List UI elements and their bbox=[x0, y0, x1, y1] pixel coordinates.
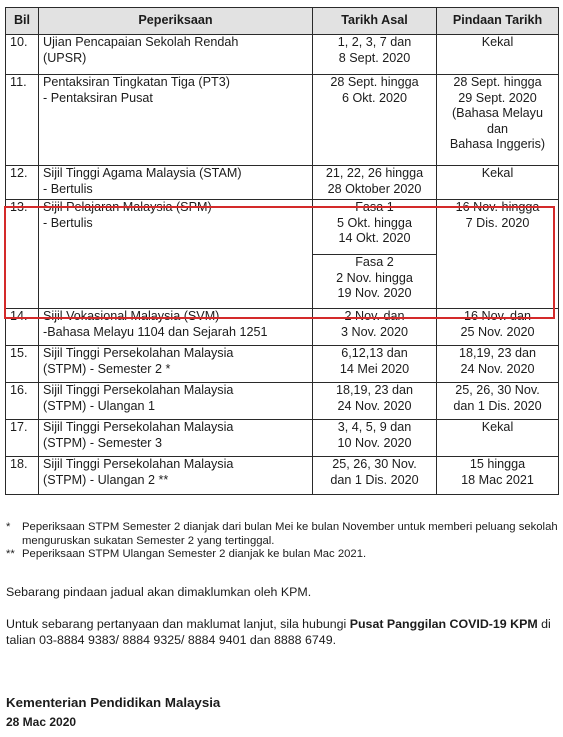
contact-paragraph: Untuk sebarang pertanyaan dan maklumat lanjut, sila hubungi Pusat Panggilan COVID-19 KPM di talian 03-8884 9383/ 8884 9325/ 8884 9401 dan 8888 6749. bbox=[6, 617, 551, 647]
table-row bbox=[6, 166, 559, 200]
table-row bbox=[6, 457, 559, 495]
original-date: 21, 22, 26 hingga 28 Oktober 2020 bbox=[313, 166, 437, 200]
row-number: 12. bbox=[6, 166, 39, 200]
footnote-mark: * bbox=[6, 521, 11, 533]
original-date-fasa-1: Fasa 1 5 Okt. hingga 14 Okt. 2020 bbox=[313, 200, 437, 255]
table-header-row bbox=[6, 8, 559, 35]
amended-date: 16 Nov. dan 25 Nov. 2020 bbox=[437, 309, 559, 346]
table-row bbox=[6, 75, 559, 166]
amended-date: 15 hingga 18 Mac 2021 bbox=[437, 457, 559, 495]
amended-date: 25, 26, 30 Nov. dan 1 Dis. 2020 bbox=[437, 383, 559, 420]
row-number: 16. bbox=[6, 383, 39, 420]
row-number: 11. bbox=[6, 75, 39, 166]
footnote-mark: ** bbox=[6, 548, 15, 561]
original-date: 3, 4, 5, 9 dan 10 Nov. 2020 bbox=[313, 420, 437, 457]
call-centre-name: Pusat Panggilan COVID-19 KPM bbox=[349, 617, 538, 631]
footnotes bbox=[6, 521, 558, 562]
exam-name: Sijil Pelajaran Malaysia (SPM) - Bertulis bbox=[39, 200, 313, 309]
footnote-text: Peperiksaan STPM Ulangan Semester 2 dianjak ke bulan Mac 2021. bbox=[22, 548, 367, 561]
row-number: 10. bbox=[6, 35, 39, 75]
exam-name: Ujian Pencapaian Sekolah Rendah (UPSR) bbox=[39, 35, 313, 75]
original-date: 28 Sept. hingga 6 Okt. 2020 bbox=[313, 75, 437, 166]
table-row bbox=[6, 346, 559, 383]
exam-name: Sijil Vokasional Malaysia (SVM) -Bahasa Melayu 1104 dan Sejarah 1251 bbox=[39, 309, 313, 346]
exam-name: Pentaksiran Tingkatan Tiga (PT3) - Pentaksiran Pusat bbox=[39, 75, 313, 166]
amended-date: Kekal bbox=[437, 35, 559, 75]
row-number: 13. bbox=[6, 200, 39, 309]
header-pindaan-tarikh: Pindaan Tarikh bbox=[437, 8, 559, 35]
exam-name: Sijil Tinggi Persekolahan Malaysia (STPM) - Semester 2 * bbox=[39, 346, 313, 383]
original-date: 6,12,13 dan 14 Mei 2020 bbox=[313, 346, 437, 383]
header-peperiksaan: Peperiksaan bbox=[39, 8, 313, 35]
document-date: 28 Mac 2020 bbox=[6, 715, 77, 729]
header-tarikh-asal: Tarikh Asal bbox=[313, 8, 437, 35]
table-row bbox=[6, 309, 559, 346]
footnote bbox=[6, 521, 558, 548]
notice-paragraph: Sebarang pindaan jadual akan dimaklumkan oleh KPM. bbox=[6, 585, 312, 599]
exam-name: Sijil Tinggi Persekolahan Malaysia (STPM) - Ulangan 1 bbox=[39, 383, 313, 420]
original-date: 1, 2, 3, 7 dan 8 Sept. 2020 bbox=[313, 35, 437, 75]
footnote bbox=[6, 548, 558, 562]
row-number: 14. bbox=[6, 309, 39, 346]
original-date: 2 Nov. dan 3 Nov. 2020 bbox=[313, 309, 437, 346]
footnote-text: Peperiksaan STPM Semester 2 dianjak dari bulan Mei ke bulan November untuk memberi peluang sekolah menguruskan sukatan Semester 2 yang tertinggal. bbox=[22, 521, 558, 547]
original-date-fasa-2: Fasa 2 2 Nov. hingga 19 Nov. 2020 bbox=[313, 255, 437, 309]
row-number: 18. bbox=[6, 457, 39, 495]
table-row bbox=[6, 35, 559, 75]
ministry-name: Kementerian Pendidikan Malaysia bbox=[6, 695, 221, 710]
exam-name: Sijil Tinggi Agama Malaysia (STAM) - Bertulis bbox=[39, 166, 313, 200]
table-row bbox=[6, 383, 559, 420]
amended-date: 16 Nov. hingga 7 Dis. 2020 bbox=[437, 200, 559, 309]
amended-date: 28 Sept. hingga 29 Sept. 2020 (Bahasa Melayu dan Bahasa Inggeris) bbox=[437, 75, 559, 166]
amended-date: Kekal bbox=[437, 420, 559, 457]
exam-schedule-table bbox=[5, 7, 559, 495]
row-number: 17. bbox=[6, 420, 39, 457]
exam-name: Sijil Tinggi Persekolahan Malaysia (STPM) - Ulangan 2 ** bbox=[39, 457, 313, 495]
row-number: 15. bbox=[6, 346, 39, 383]
original-date: 18,19, 23 dan 24 Nov. 2020 bbox=[313, 383, 437, 420]
amended-date: 18,19, 23 dan 24 Nov. 2020 bbox=[437, 346, 559, 383]
table-row bbox=[6, 420, 559, 457]
header-bil: Bil bbox=[6, 8, 39, 35]
amended-date: Kekal bbox=[437, 166, 559, 200]
table-row-spm bbox=[6, 200, 559, 255]
exam-name: Sijil Tinggi Persekolahan Malaysia (STPM) - Semester 3 bbox=[39, 420, 313, 457]
original-date: 25, 26, 30 Nov. dan 1 Dis. 2020 bbox=[313, 457, 437, 495]
